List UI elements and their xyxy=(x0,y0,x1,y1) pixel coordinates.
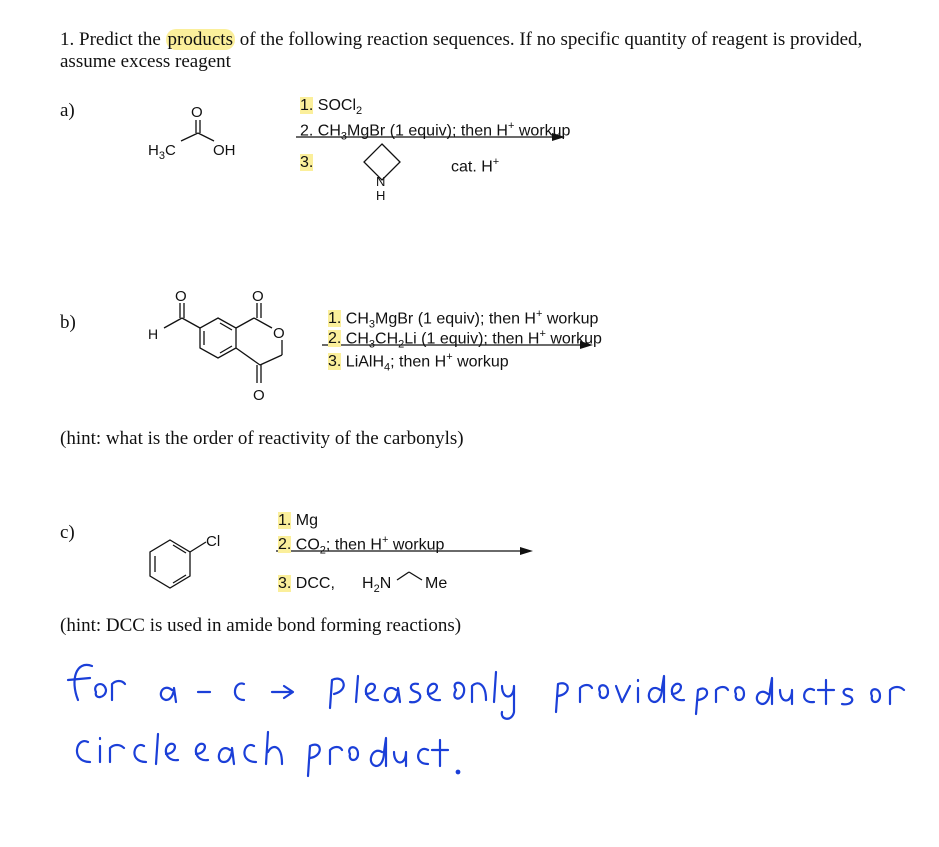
step-text: DCC, xyxy=(295,575,335,592)
atom-o-aldehyde: O xyxy=(175,288,187,305)
step-number: 3. xyxy=(278,575,292,592)
part-b-step-2: 2. $CH_3CH_2Li$ (1 equiv); then H+ workup xyxy=(328,328,602,351)
part-a-catalyst: cat. H+ xyxy=(451,156,500,176)
atom-h: H xyxy=(376,188,386,203)
step-number: 3. xyxy=(300,154,314,171)
atom-n: N xyxy=(376,174,386,189)
part-b-step-3: 3. LiAlH$_4$; then H+ workup xyxy=(328,351,509,374)
step-number: 1. xyxy=(300,97,314,114)
step-text: Mg xyxy=(295,512,319,529)
part-c-step-2: 2. $CO_2$; then H+ workup xyxy=(278,534,445,557)
question-pre: Predict the xyxy=(74,29,166,50)
part-a-step-2: 2. $CH_3MgBr$ (1 equiv); then H+ workup xyxy=(300,120,571,143)
group-h3c: $H_3C$ xyxy=(148,142,176,162)
question-post: of the following reaction sequences. If no specific quantity of reagent is provided, assume excess reagent xyxy=(60,29,863,72)
atom-cl: Cl xyxy=(206,533,221,550)
hw-f xyxy=(74,665,92,700)
atom-o-top: O xyxy=(252,288,264,305)
amine-me: Me xyxy=(425,575,448,592)
part-a-step-1: 1. SOCl$_2$ xyxy=(300,97,363,118)
step-number: 2. xyxy=(278,536,292,554)
atom-o-ring: O xyxy=(273,325,285,342)
atom-h-aldehyde: H xyxy=(148,326,159,342)
atom-o-bottom: O xyxy=(253,387,265,404)
step-number: 3. xyxy=(328,353,342,371)
part-b-hint: (hint: what is the order of reactivity of the carbonyls) xyxy=(60,428,464,449)
step-number: 1. xyxy=(328,310,342,328)
group-oh: OH xyxy=(213,142,236,159)
amine-h2n: $H_2N$ xyxy=(362,575,392,596)
highlighted-products: products xyxy=(167,29,233,50)
part-a-label: a) xyxy=(60,100,75,121)
step-number: 1. xyxy=(278,512,292,529)
part-b-label: b) xyxy=(60,312,76,333)
question-number: 1. xyxy=(60,29,75,50)
step-number: 2. xyxy=(328,330,342,348)
part-c-label: c) xyxy=(60,522,75,543)
atom-o-carbonyl: O xyxy=(191,104,203,121)
part-c-hint: (hint: DCC is used in amide bond forming reactions) xyxy=(60,615,462,636)
step-number: 2. xyxy=(300,122,314,140)
part-b-step-1: 1. $CH_3MgBr$ (1 equiv); then H+ workup xyxy=(328,308,599,331)
